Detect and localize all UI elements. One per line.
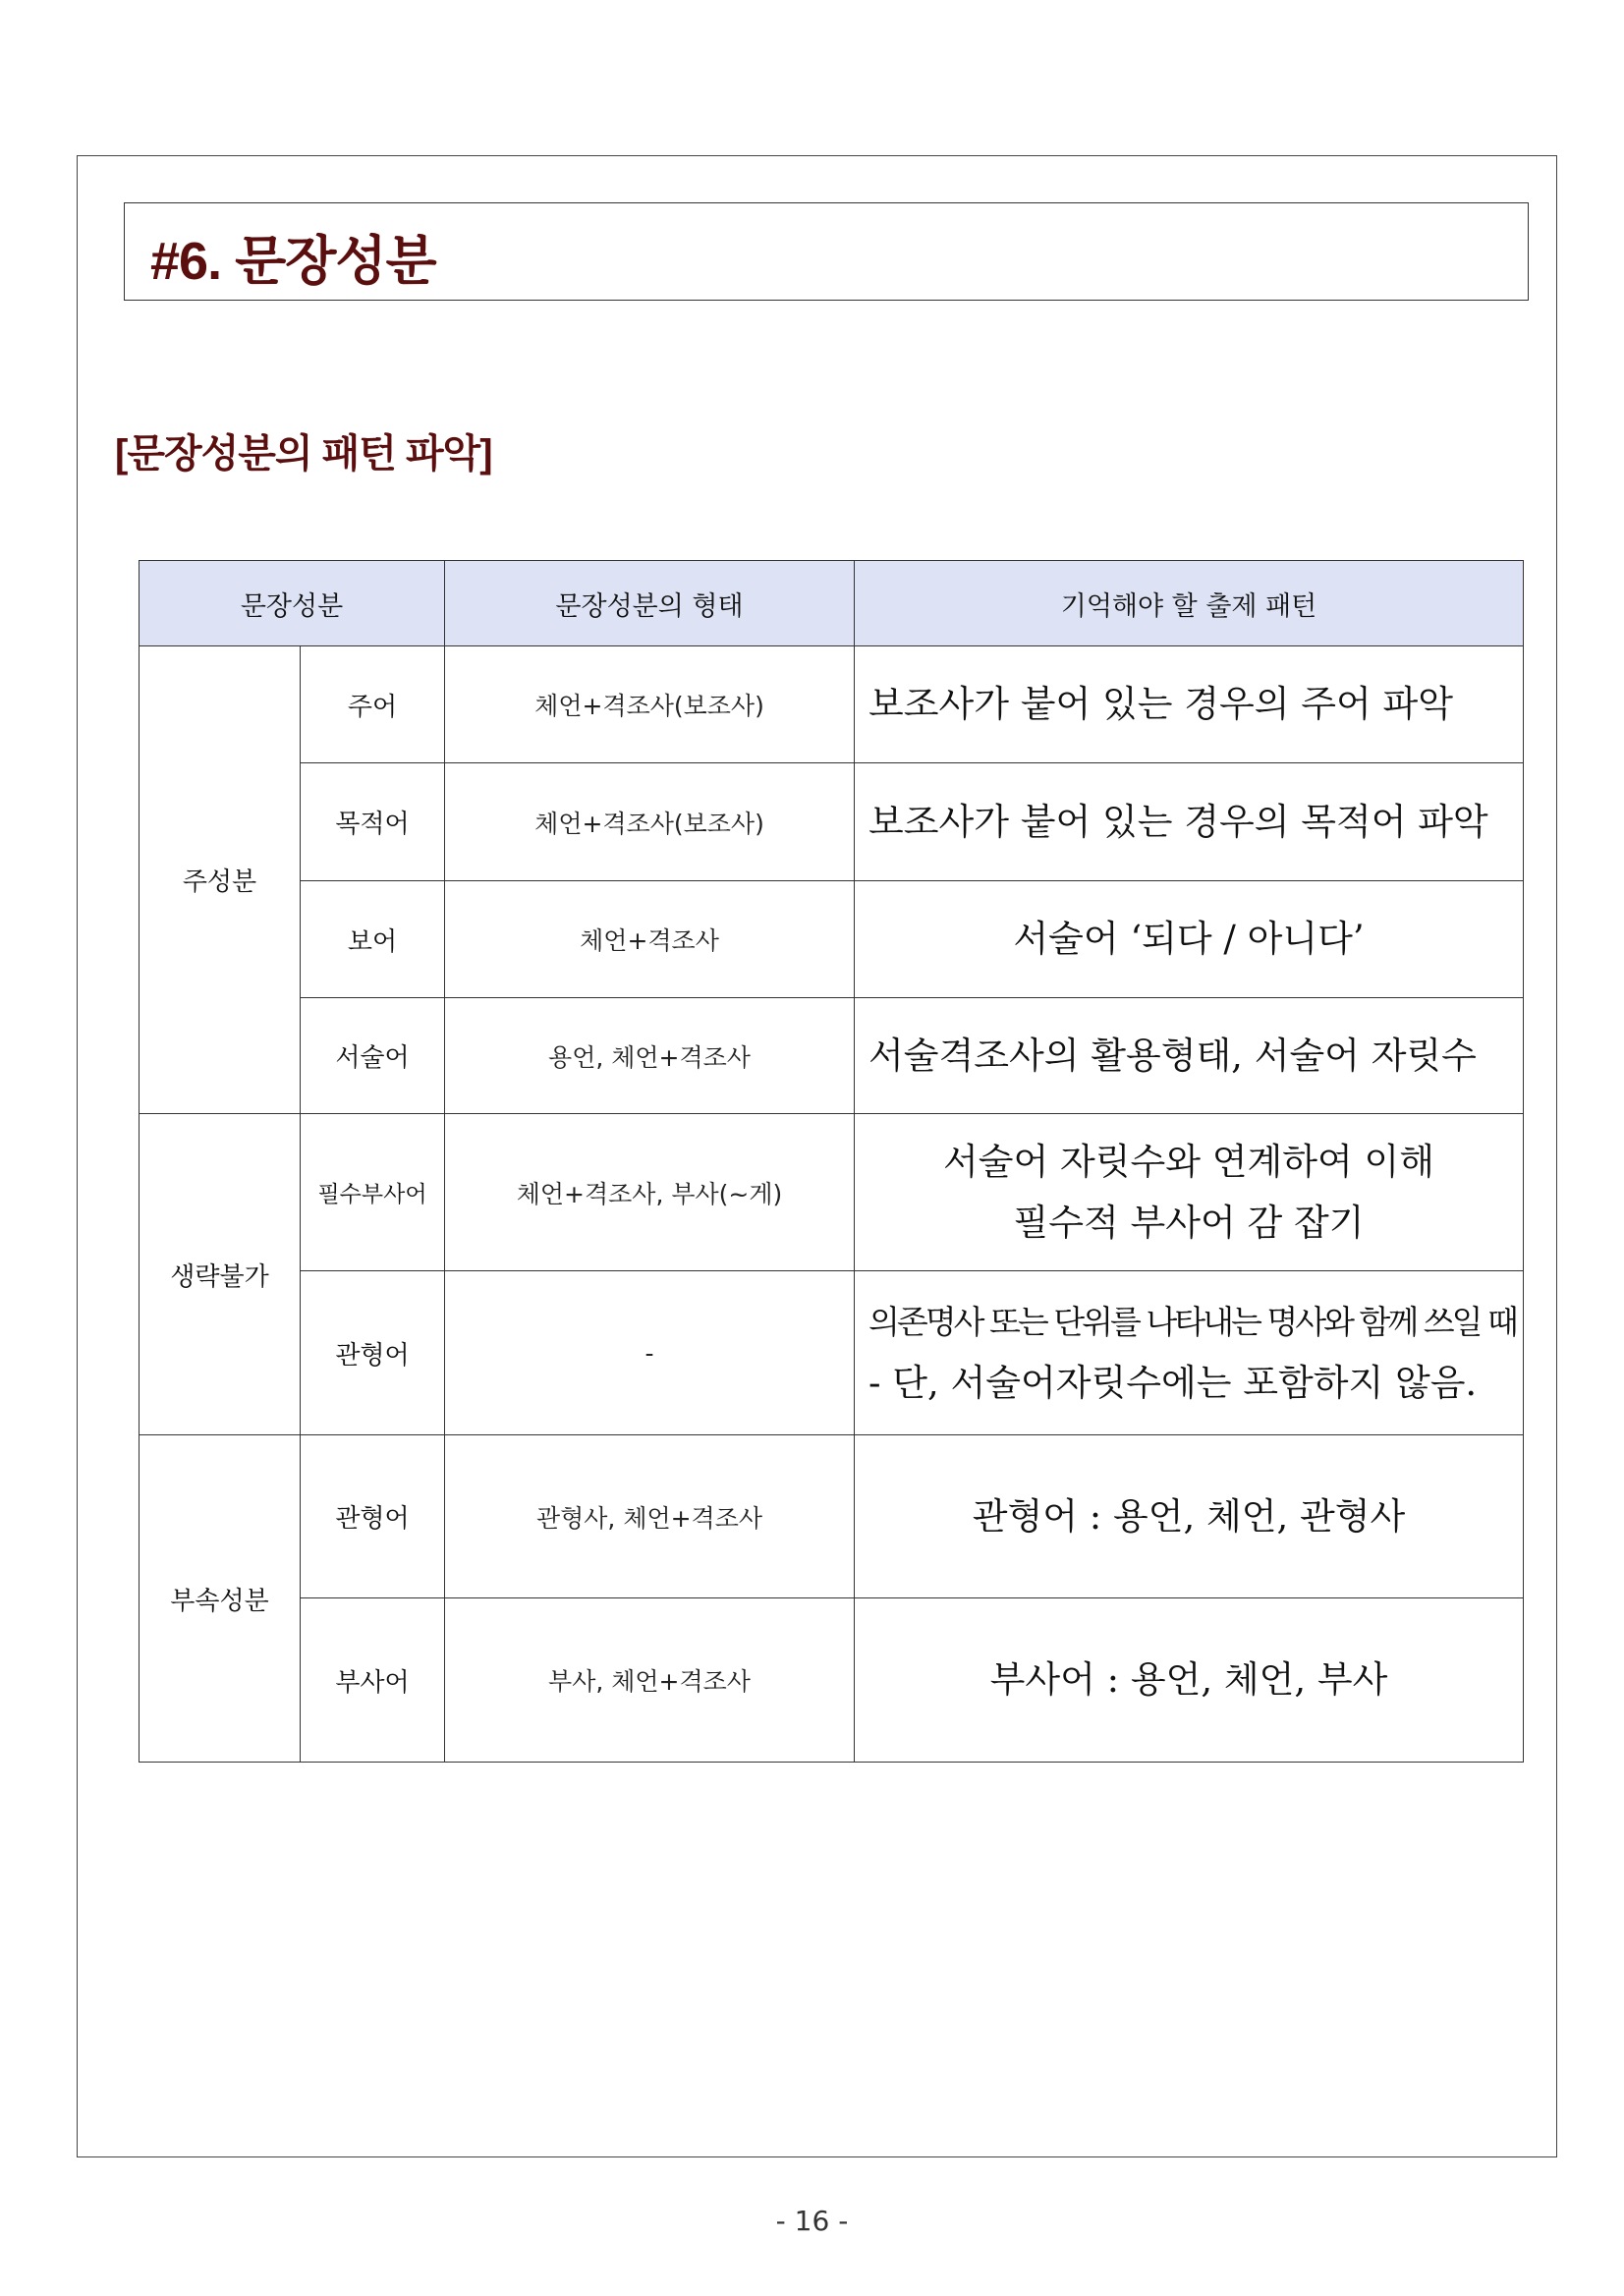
pattern-line: - 단, 서술어자릿수에는 포함하지 않음. <box>868 1362 1478 1404</box>
table-row <box>140 763 1524 881</box>
component: 서술어 <box>301 998 445 1114</box>
table-row <box>140 881 1524 998</box>
group-label: 주성분 <box>140 646 301 1114</box>
table-row <box>140 1114 1524 1271</box>
pattern: 서술격조사의 활용형태, 서술어 자릿수 <box>855 998 1524 1114</box>
header-form: 문장성분의 형태 <box>445 561 855 646</box>
sentence-components-table <box>139 560 1524 1763</box>
table-row <box>140 646 1524 763</box>
table-row <box>140 1598 1524 1763</box>
section-heading: [문장성분의 패턴 파악] <box>115 432 492 476</box>
header-row <box>140 561 1524 646</box>
component: 필수부사어 <box>301 1114 445 1271</box>
pattern: 보조사가 붙어 있는 경우의 주어 파악 <box>855 646 1524 763</box>
table-row <box>140 998 1524 1114</box>
form: 체언+격조사(보조사) <box>445 646 855 763</box>
header-component: 문장성분 <box>140 561 445 646</box>
group-label: 생략불가 <box>140 1114 301 1435</box>
form: - <box>445 1271 855 1435</box>
component: 관형어 <box>301 1271 445 1435</box>
component: 보어 <box>301 881 445 998</box>
table-row <box>140 1271 1524 1435</box>
pattern: 보조사가 붙어 있는 경우의 목적어 파악 <box>855 763 1524 881</box>
pattern: 부사어 : 용언, 체언, 부사 <box>855 1598 1524 1763</box>
table-row <box>140 1435 1524 1598</box>
form: 체언+격조사(보조사) <box>445 763 855 881</box>
form: 체언+격조사, 부사(~게) <box>445 1114 855 1271</box>
title-box <box>124 202 1529 301</box>
pattern: 관형어 : 용언, 체언, 관형사 <box>855 1435 1524 1598</box>
pattern-line: 서술어 자릿수와 연계하여 이해 <box>943 1140 1434 1183</box>
form: 용언, 체언+격조사 <box>445 998 855 1114</box>
pattern-line: 의존명사 또는 단위를 나타내는 명사와 함께 쓰일 때 <box>868 1303 1516 1341</box>
pattern-line: 필수적 부사어 감 잡기 <box>1013 1201 1365 1244</box>
pattern <box>855 1271 1524 1435</box>
component: 관형어 <box>301 1435 445 1598</box>
component: 주어 <box>301 646 445 763</box>
pattern: 서술어 ‘되다 / 아니다’ <box>855 881 1524 998</box>
page-number: - 16 - <box>775 2205 849 2237</box>
group-label: 부속성분 <box>140 1435 301 1763</box>
component: 목적어 <box>301 763 445 881</box>
pattern <box>855 1114 1524 1271</box>
page-title: #6. 문장성분 <box>150 232 436 291</box>
form: 부사, 체언+격조사 <box>445 1598 855 1763</box>
form: 체언+격조사 <box>445 881 855 998</box>
component: 부사어 <box>301 1598 445 1763</box>
header-pattern: 기억해야 할 출제 패턴 <box>855 561 1524 646</box>
form: 관형사, 체언+격조사 <box>445 1435 855 1598</box>
